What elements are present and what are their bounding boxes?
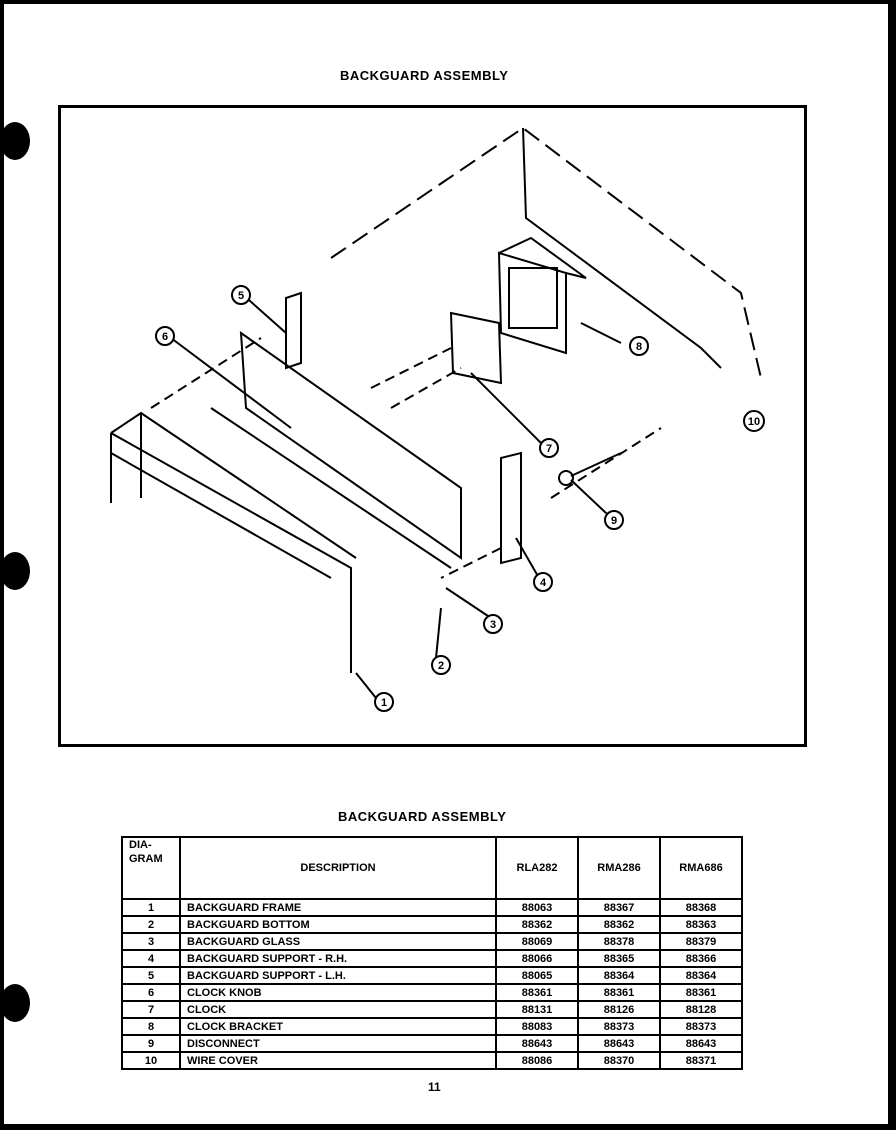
table-row: [122, 933, 742, 950]
diagram-number: 5: [122, 967, 180, 984]
diagram-number: 8: [122, 1018, 180, 1035]
part-rma686: 88363: [660, 916, 742, 933]
col-diagram: DIA-GRAM: [122, 837, 180, 899]
diagram-number: 3: [122, 933, 180, 950]
table-row: [122, 916, 742, 933]
parts-table: [121, 836, 743, 1070]
part-rma286: 88362: [578, 916, 660, 933]
callout-10: [744, 411, 764, 431]
part-rma686: 88364: [660, 967, 742, 984]
callout-8: [630, 337, 648, 355]
part-rma686: 88371: [660, 1052, 742, 1069]
table-row: [122, 967, 742, 984]
part-description: CLOCK: [180, 1001, 496, 1018]
part-rla282: 88362: [496, 916, 578, 933]
table-row: [122, 1001, 742, 1018]
punch-hole: [0, 984, 30, 1022]
part-rla282: 88066: [496, 950, 578, 967]
callout-5: [232, 286, 250, 304]
part-rma286: 88370: [578, 1052, 660, 1069]
diagram-number: 6: [122, 984, 180, 1001]
svg-text:4: 4: [539, 577, 547, 589]
part-description: BACKGUARD SUPPORT - L.H.: [180, 967, 496, 984]
part-description: DISCONNECT: [180, 1035, 496, 1052]
part-rla282: 88131: [496, 1001, 578, 1018]
svg-text:10: 10: [747, 416, 761, 428]
part-description: CLOCK BRACKET: [180, 1018, 496, 1035]
part-rla282: 88065: [496, 967, 578, 984]
part-description: WIRE COVER: [180, 1052, 496, 1069]
punch-hole: [0, 122, 30, 160]
part-rma686: 88373: [660, 1018, 742, 1035]
part-rma286: 88361: [578, 984, 660, 1001]
part-rma686: 88368: [660, 899, 742, 916]
table-row: [122, 899, 742, 916]
part-rla282: 88069: [496, 933, 578, 950]
table-row: [122, 984, 742, 1001]
part-rma286: 88373: [578, 1018, 660, 1035]
callout-2: [432, 656, 450, 674]
diagram-number: 2: [122, 916, 180, 933]
svg-text:9: 9: [610, 515, 618, 527]
table-header-row: [122, 837, 742, 899]
part-rla282: 88361: [496, 984, 578, 1001]
part-rma286: 88126: [578, 1001, 660, 1018]
part-description: BACKGUARD SUPPORT - R.H.: [180, 950, 496, 967]
callout-9: [605, 511, 623, 529]
header-title: BACKGUARD ASSEMBLY: [340, 68, 509, 83]
callout-4: [534, 573, 552, 591]
page: [4, 4, 888, 1124]
part-description: BACKGUARD BOTTOM: [180, 916, 496, 933]
svg-text:5: 5: [237, 290, 245, 302]
punch-hole: [0, 552, 30, 590]
svg-text:3: 3: [489, 619, 497, 631]
diagram-number: 10: [122, 1052, 180, 1069]
part-rla282: 88083: [496, 1018, 578, 1035]
diagram-number: 7: [122, 1001, 180, 1018]
part-rma686: 88361: [660, 984, 742, 1001]
part-description: BACKGUARD FRAME: [180, 899, 496, 916]
part-rla282: 88643: [496, 1035, 578, 1052]
svg-text:6: 6: [161, 331, 169, 343]
svg-text:2: 2: [437, 660, 445, 672]
table-row: [122, 950, 742, 967]
diagram-number: 9: [122, 1035, 180, 1052]
col-rma686: RMA686: [660, 837, 742, 899]
table-row: [122, 1035, 742, 1052]
callout-6: [156, 327, 174, 345]
part-rma286: 88365: [578, 950, 660, 967]
part-rma286: 88643: [578, 1035, 660, 1052]
backguard-illustration: [61, 108, 804, 744]
callout-3: [484, 615, 502, 633]
part-description: CLOCK KNOB: [180, 984, 496, 1001]
table-row: [122, 1018, 742, 1035]
table-title: BACKGUARD ASSEMBLY: [338, 809, 507, 824]
part-rla282: 88063: [496, 899, 578, 916]
svg-text:7: 7: [545, 443, 553, 455]
callout-7: [540, 439, 558, 457]
part-description: BACKGUARD GLASS: [180, 933, 496, 950]
exploded-diagram: [58, 105, 807, 747]
part-rla282: 88086: [496, 1052, 578, 1069]
page-number: 11: [428, 1080, 441, 1094]
part-rma286: 88378: [578, 933, 660, 950]
part-rma286: 88364: [578, 967, 660, 984]
diagram-number: 1: [122, 899, 180, 916]
table-row: [122, 1052, 742, 1069]
diagram-number: 4: [122, 950, 180, 967]
callout-1: [375, 693, 393, 711]
part-rma686: 88128: [660, 1001, 742, 1018]
part-rma686: 88366: [660, 950, 742, 967]
svg-text:1: 1: [380, 697, 388, 709]
part-rma286: 88367: [578, 899, 660, 916]
part-rma686: 88379: [660, 933, 742, 950]
col-description: DESCRIPTION: [180, 837, 496, 899]
col-rma286: RMA286: [578, 837, 660, 899]
col-rla282: RLA282: [496, 837, 578, 899]
part-rma686: 88643: [660, 1035, 742, 1052]
svg-text:8: 8: [635, 341, 643, 353]
